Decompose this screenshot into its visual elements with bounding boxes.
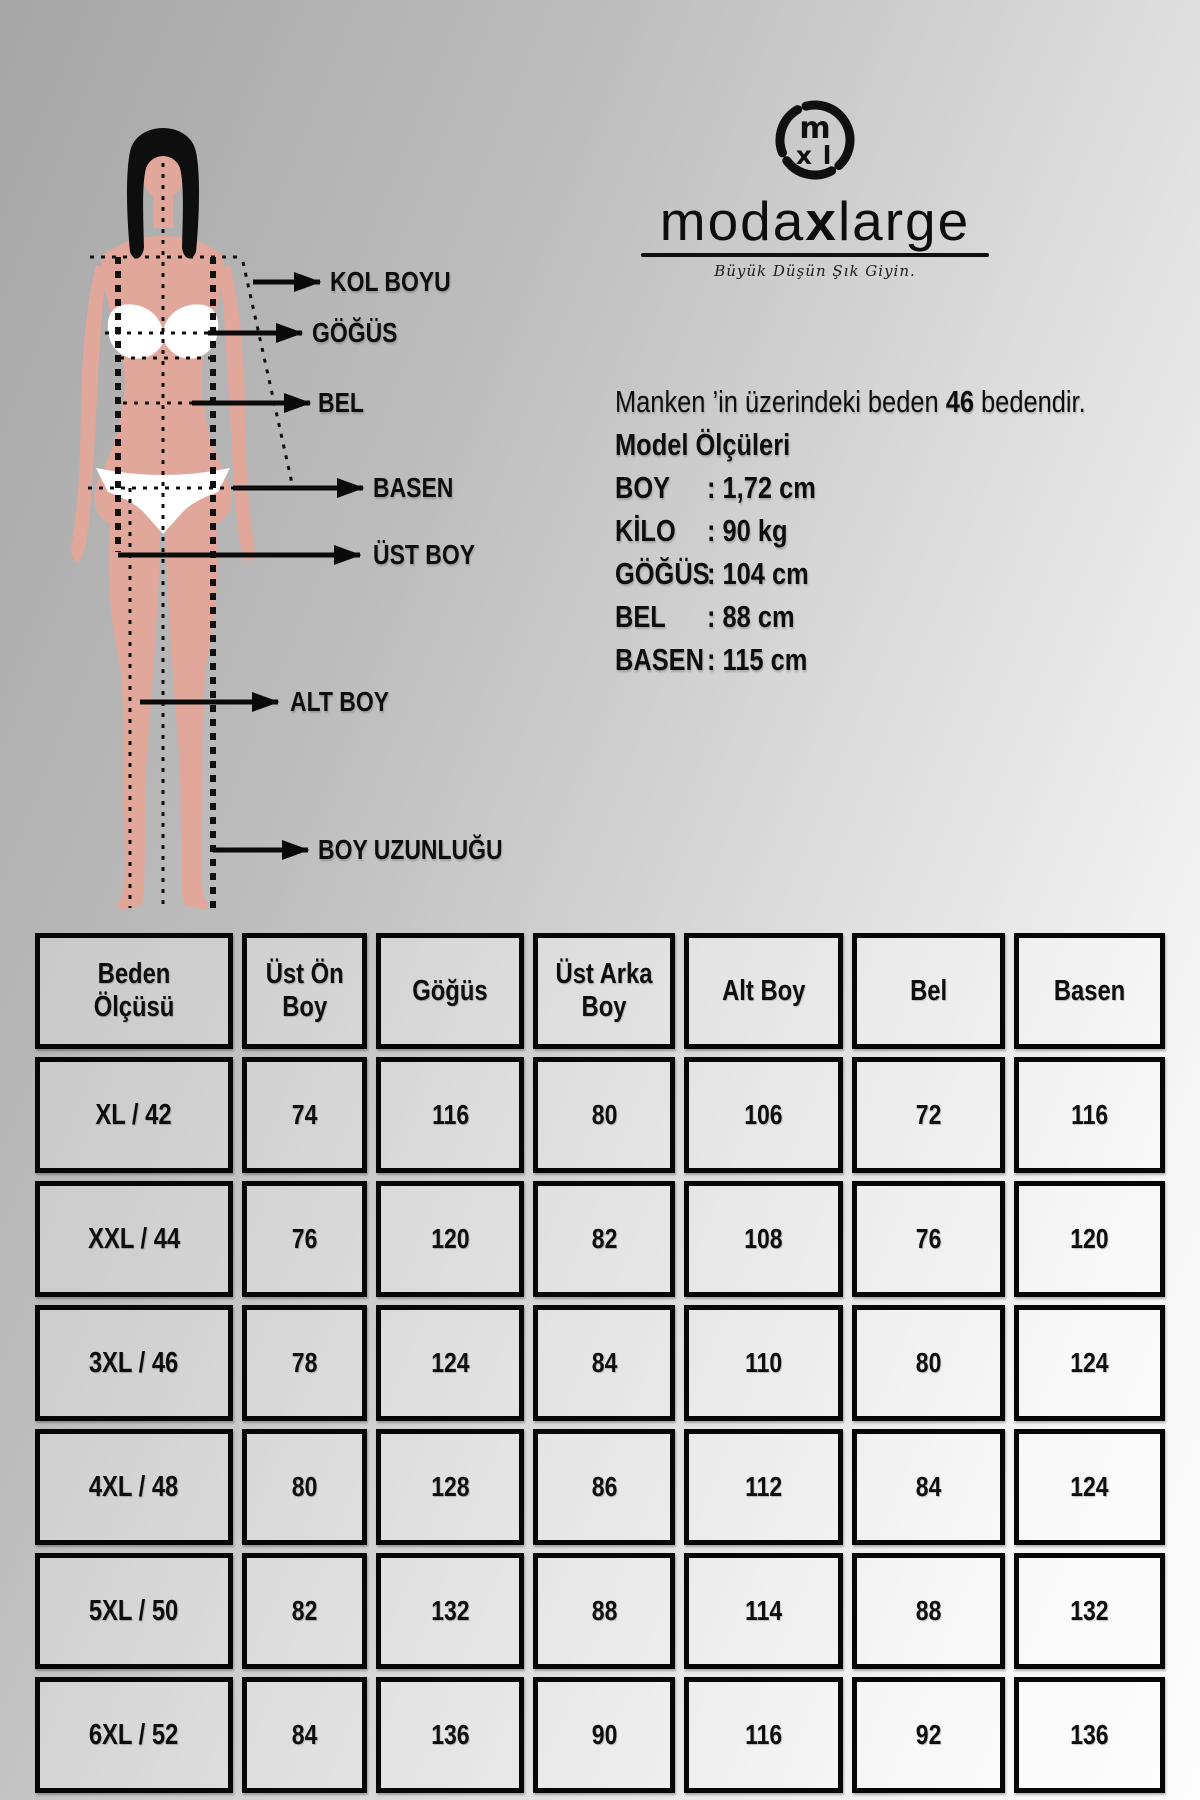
size-table-value-cell: 86 xyxy=(533,1429,675,1545)
size-table-value-cell: 88 xyxy=(533,1553,675,1669)
model-measurements-title: Model Ölçüleri xyxy=(615,427,791,462)
size-table-value-cell: 78 xyxy=(242,1305,367,1421)
svg-text:m: m xyxy=(799,111,831,146)
size-table-value-cell: 82 xyxy=(242,1553,367,1669)
figure-label-kol-boyu: KOL BOYU xyxy=(330,266,451,297)
brand-logo-icon xyxy=(771,96,859,184)
size-table-value-cell: 84 xyxy=(533,1305,675,1421)
size-table-header-cell: Alt Boy xyxy=(684,933,843,1049)
size-table-value-cell: 120 xyxy=(1014,1181,1165,1297)
model-size-sentence: Manken ’in üzerindeki beden 46 bedendir. xyxy=(615,384,1086,419)
size-table-value-cell: 72 xyxy=(852,1057,1005,1173)
model-info-block xyxy=(615,380,1175,681)
size-table-header-cell: Basen xyxy=(1014,933,1165,1049)
size-table-header-cell: Göğüs xyxy=(376,933,524,1049)
body-measurement-diagram xyxy=(30,90,503,935)
size-table-value-cell: 136 xyxy=(376,1677,524,1793)
size-table-value-cell: 92 xyxy=(852,1677,1005,1793)
figure-label-alt-boy: ALT BOY xyxy=(290,686,390,717)
size-table-value-cell: 110 xyxy=(684,1305,843,1421)
size-table-value-cell: 76 xyxy=(242,1181,367,1297)
figure-label-ust-boy: ÜST BOY xyxy=(373,539,476,570)
size-table-row-label: 5XL / 50 xyxy=(35,1553,233,1669)
size-table-value-cell: 76 xyxy=(852,1181,1005,1297)
figure-label-boy-uzunlugu: BOY UZUNLUĞU xyxy=(318,834,503,865)
size-table-value-cell: 80 xyxy=(852,1305,1005,1421)
figure-label-basen: BASEN xyxy=(373,472,454,503)
size-table-value-cell: 120 xyxy=(376,1181,524,1297)
size-table-value-cell: 132 xyxy=(1014,1553,1165,1669)
model-measurement-row: BASEN : 115 cm xyxy=(615,642,808,677)
size-table-value-cell: 114 xyxy=(684,1553,843,1669)
size-table-value-cell: 80 xyxy=(533,1057,675,1173)
svg-text:l: l xyxy=(822,141,832,170)
size-table-value-cell: 124 xyxy=(1014,1305,1165,1421)
size-table-value-cell: 108 xyxy=(684,1181,843,1297)
size-table-value-cell: 90 xyxy=(533,1677,675,1793)
brand-wordmark: modaxlarge xyxy=(659,190,971,252)
size-table-value-cell: 132 xyxy=(376,1553,524,1669)
size-table-value-cell: 124 xyxy=(1014,1429,1165,1545)
size-table-value-cell: 74 xyxy=(242,1057,367,1173)
model-measurement-row: BOY : 1,72 cm xyxy=(615,470,816,505)
brand-tagline: Büyük Düşün Şık Giyin. xyxy=(714,262,916,280)
model-measurement-row: GÖĞÜS : 104 cm xyxy=(615,556,809,591)
size-table-value-cell: 136 xyxy=(1014,1677,1165,1793)
size-table-value-cell: 116 xyxy=(376,1057,524,1173)
model-measurement-row: BEL : 88 cm xyxy=(615,599,795,634)
size-table-value-cell: 84 xyxy=(852,1429,1005,1545)
size-table-value-cell: 106 xyxy=(684,1057,843,1173)
size-table-value-cell: 80 xyxy=(242,1429,367,1545)
size-table-row-label: XXL / 44 xyxy=(35,1181,233,1297)
size-table xyxy=(35,933,1165,1793)
size-table-row-label: 4XL / 48 xyxy=(35,1429,233,1545)
size-table-row-label: XL / 42 xyxy=(35,1057,233,1173)
figure-label-gogus: GÖĞÜS xyxy=(312,317,398,348)
brand-block xyxy=(595,96,1035,280)
size-table-header-cell: Beden Ölçüsü xyxy=(35,933,233,1049)
size-table-header-cell: Üst Arka Boy xyxy=(533,933,675,1049)
size-table-header-cell: Üst Ön Boy xyxy=(242,933,367,1049)
svg-text:x: x xyxy=(795,141,813,170)
size-table-value-cell: 116 xyxy=(1014,1057,1165,1173)
size-table-value-cell: 116 xyxy=(684,1677,843,1793)
size-table-value-cell: 128 xyxy=(376,1429,524,1545)
size-table-header-cell: Bel xyxy=(852,933,1005,1049)
size-table-row-label: 6XL / 52 xyxy=(35,1677,233,1793)
size-table-value-cell: 124 xyxy=(376,1305,524,1421)
size-table-value-cell: 84 xyxy=(242,1677,367,1793)
size-table-value-cell: 88 xyxy=(852,1553,1005,1669)
size-table-value-cell: 112 xyxy=(684,1429,843,1545)
female-figure-illustration xyxy=(30,90,500,935)
size-table-value-cell: 82 xyxy=(533,1181,675,1297)
model-measurement-row: KİLO : 90 kg xyxy=(615,513,788,548)
model-measurements-list xyxy=(615,466,1175,681)
size-table-row-label: 3XL / 46 xyxy=(35,1305,233,1421)
figure-label-bel: BEL xyxy=(318,387,364,418)
wordmark-underline xyxy=(641,253,989,257)
